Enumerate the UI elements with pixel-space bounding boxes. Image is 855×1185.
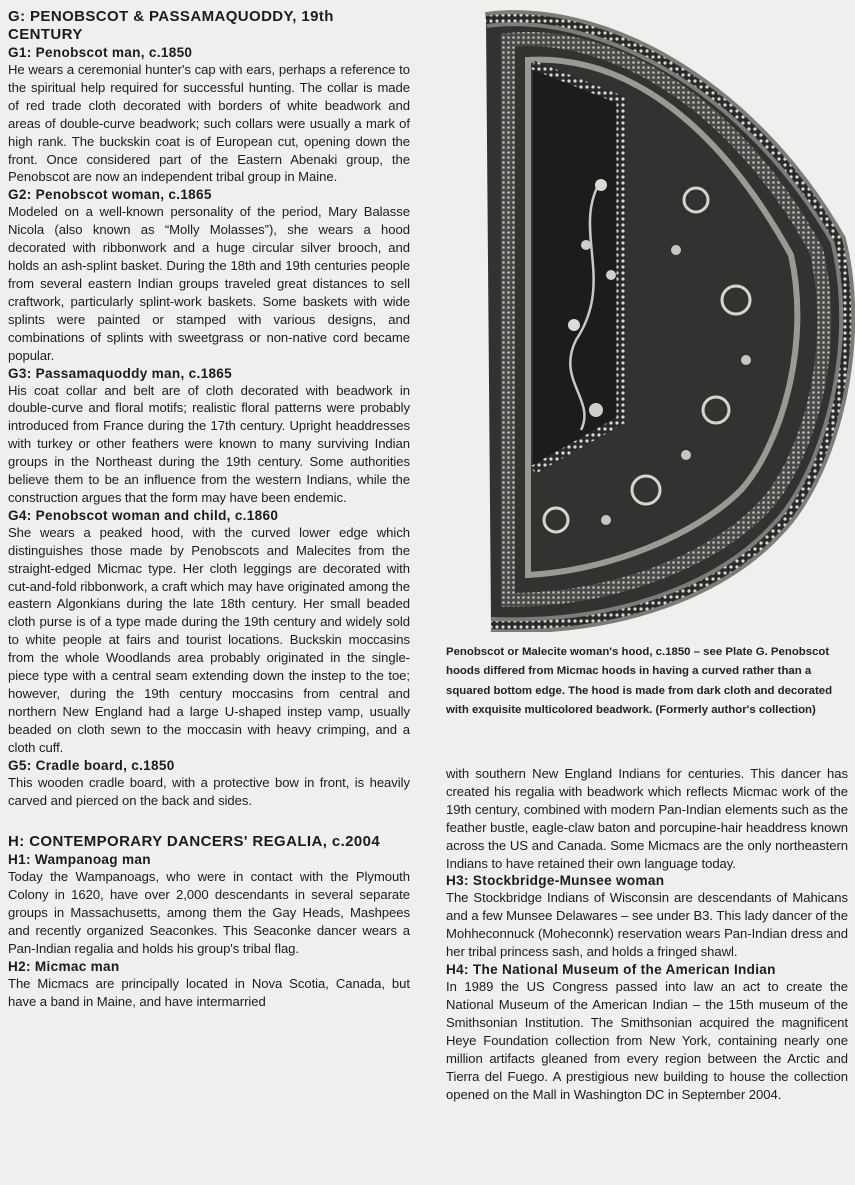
g4-title: G4: Penobscot woman and child, c.1860 [8,507,279,523]
h2-title: H2: Micmac man [8,958,120,974]
h2-text-start: The Micmacs are principally located in Nova Scotia, Canada, but have a band in Maine, and have intermarried [8,975,410,1009]
right-column [446,765,848,1103]
g2-text: Modeled on a well-known personality of the period, Mary Balasse Nicola (also known as “Molly Molasses”), she wears a hood decorated with ribbonwork and a huge circular silver brooch, and holds an ash-splint basket. During the 18th and 19th centuries people from several eastern Indian groups traveled great distances to sell craftwork, particularly splint-work baskets. Some baskets with wide splints were painted or stamped with various designs, and combinations of splints with sweetgrass or non-native cord became popular. [8,204,410,363]
g3-text: His coat collar and belt are of cloth decorated with beadwork in double-curve and floral motifs; realistic floral patterns were probably introduced from France during the 17th century. Upright headdresses with turkey or other feathers were known to many surviving Indian groups in the Northeast during the 19th century. Some authorities believe them to be an influence from the western Indians, while the construction argues that the form may have been endemic. [8,382,410,505]
g2-title: G2: Penobscot woman, c.1865 [8,187,212,203]
section-g-heading: G: PENOBSCOT & PASSAMAQUODDY, 19th CENTURY [8,8,334,43]
g5-title: G5: Cradle board, c.1850 [8,757,175,773]
section-gap [8,809,410,833]
h1-title: H1: Wampanoag man [8,852,151,868]
g3-title: G3: Passamaquoddy man, c.1865 [8,365,233,381]
h4-title: H4: The National Museum of the American Indian [446,962,776,978]
h1-text: Today the Wampanoags, who were in contact with the Plymouth Colony in 1620, have over 2,000 descendants in several separate groups in Massachusetts, among them the Gay Heads, Mashpees and recently organized Seaconkes. This Seaconke dancer wears a Pan-Indian regalia and holds his group's tribal flag. [8,869,410,957]
left-column [8,8,410,1011]
h2-text-continued: with southern New England Indians for centuries. This dancer has created his regalia with beadwork which reflects Micmac work of the 19th century, combined with modern Pan-Indian elements such as the feather bustle, eagle-claw baton and porcupine-hair headdress known across the US and Canada. Some Micmacs are the only northeastern Indians to have retained their own language today. [446,766,848,871]
figure-caption: Penobscot or Malecite woman's hood, c.1850 – see Plate G. Penobscot hoods differed from Micmac hoods in having a curved rather than a squared bottom edge. The hood is made from dark cloth and decorated with exquisite multicolored beadwork. (Formerly author's collection) [446,646,833,717]
h4-text: In 1989 the US Congress passed into law an act to create the National Museum of the American Indian – the 15th museum of the Smithsonian Institution. The Smithsonian acquired the magnificent Heye Foundation collection from New York, containing nearly one million artifacts gleaned from every region between the Arctic and Tierra del Fuego. A prestigious new building to house the collection opened on the Mall in Washington DC in September 2004. [446,979,848,1102]
g5-text: This wooden cradle board, with a protective bow in front, is heavily carved and pierced on the back and sides. [8,774,410,808]
section-h-heading: H: CONTEMPORARY DANCERS' REGALIA, c.2004 [8,833,381,851]
hood-photo [446,0,855,632]
g4-text: She wears a peaked hood, with the curved lower edge which distinguishes those made by Penobscots and Malecites from the straight-edged Micmac type. Her cloth leggings are decorated with cut-and-fold ribbonwork, a craft which may have originated among the eastern Algonkians during the late 18th century. Her small beaded cloth purse is of a type made during the 19th century and widely sold to white people at fairs and tourist locations. Buckskin moccasins from the whole Woodlands area probably originated in the single-piece type with a central seam extending down the instep to the toe; however, during the 19th century moccasins from central and northern New England had a large U-shaped instep vamp, usually beaded on cloth sewn to the moccasin with heavy crimping, and a cloth cuff. [8,524,410,755]
g1-text: He wears a ceremonial hunter's cap with ears, perhaps a reference to the spiritual help required for successful hunting. The collar is made of red trade cloth decorated with borders of white beadwork and areas of double-curve beadwork; such collars were usually a mark of high rank. The buckskin coat is of European cut, opening down the front. Once considered part of the Eastern Abenaki group, the Penobscot are now an independent tribal group in Maine. [8,62,410,185]
g1-title: G1: Penobscot man, c.1850 [8,45,193,60]
h3-title: H3: Stockbridge-Munsee woman [446,873,665,889]
h3-text: The Stockbridge Indians of Wisconsin are descendants of Mahicans and a few Munsee Delawares – see under B3. This lady dancer of the Mohheconnuck (Moheconnk) reservation wears Pan-Indian dress and her tribal princess sash, and holds a fringed shawl. [446,890,848,960]
